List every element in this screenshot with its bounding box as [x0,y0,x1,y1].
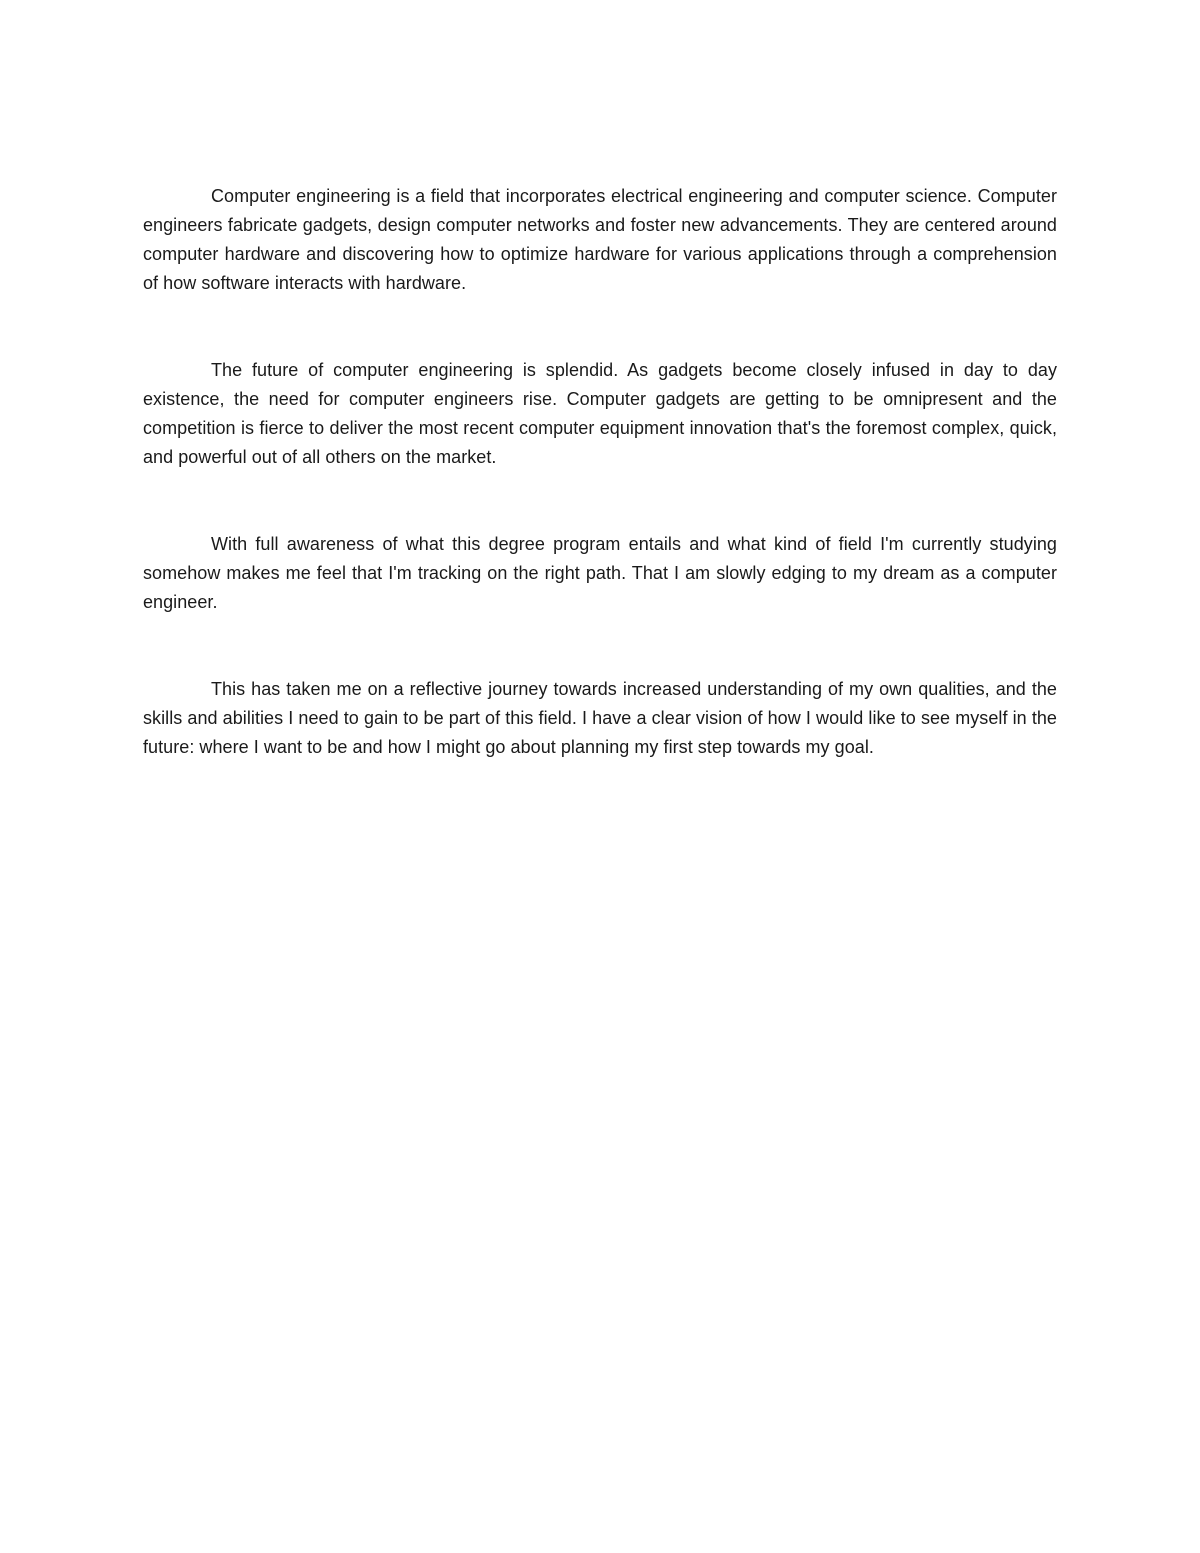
document-body [143,182,1057,762]
paragraph-4: This has taken me on a reflective journey towards increased understanding of my own qualities, and the skills and abilities I need to gain to be part of this field. I have a clear vision of how I would like to see myself in the future: where I want to be and how I might go about planning my first step towards my goal. [143,679,1057,757]
paragraph-3: With full awareness of what this degree program entails and what kind of field I'm currently studying somehow makes me feel that I'm tracking on the right path. That I am slowly edging to my dream as a computer engineer. [143,534,1057,612]
paragraph-1: Computer engineering is a field that incorporates electrical engineering and computer science. Computer engineers fabricate gadgets, design computer networks and foster new advancements. They are centered around computer hardware and discovering how to optimize hardware for various applications through a comprehension of how software interacts with hardware. [143,186,1057,293]
paragraph-2: The future of computer engineering is splendid. As gadgets become closely infused in day to day existence, the need for computer engineers rise. Computer gadgets are getting to be omnipresent and the competition is fierce to deliver the most recent computer equipment innovation that's the foremost complex, quick, and powerful out of all others on the market. [143,360,1057,467]
